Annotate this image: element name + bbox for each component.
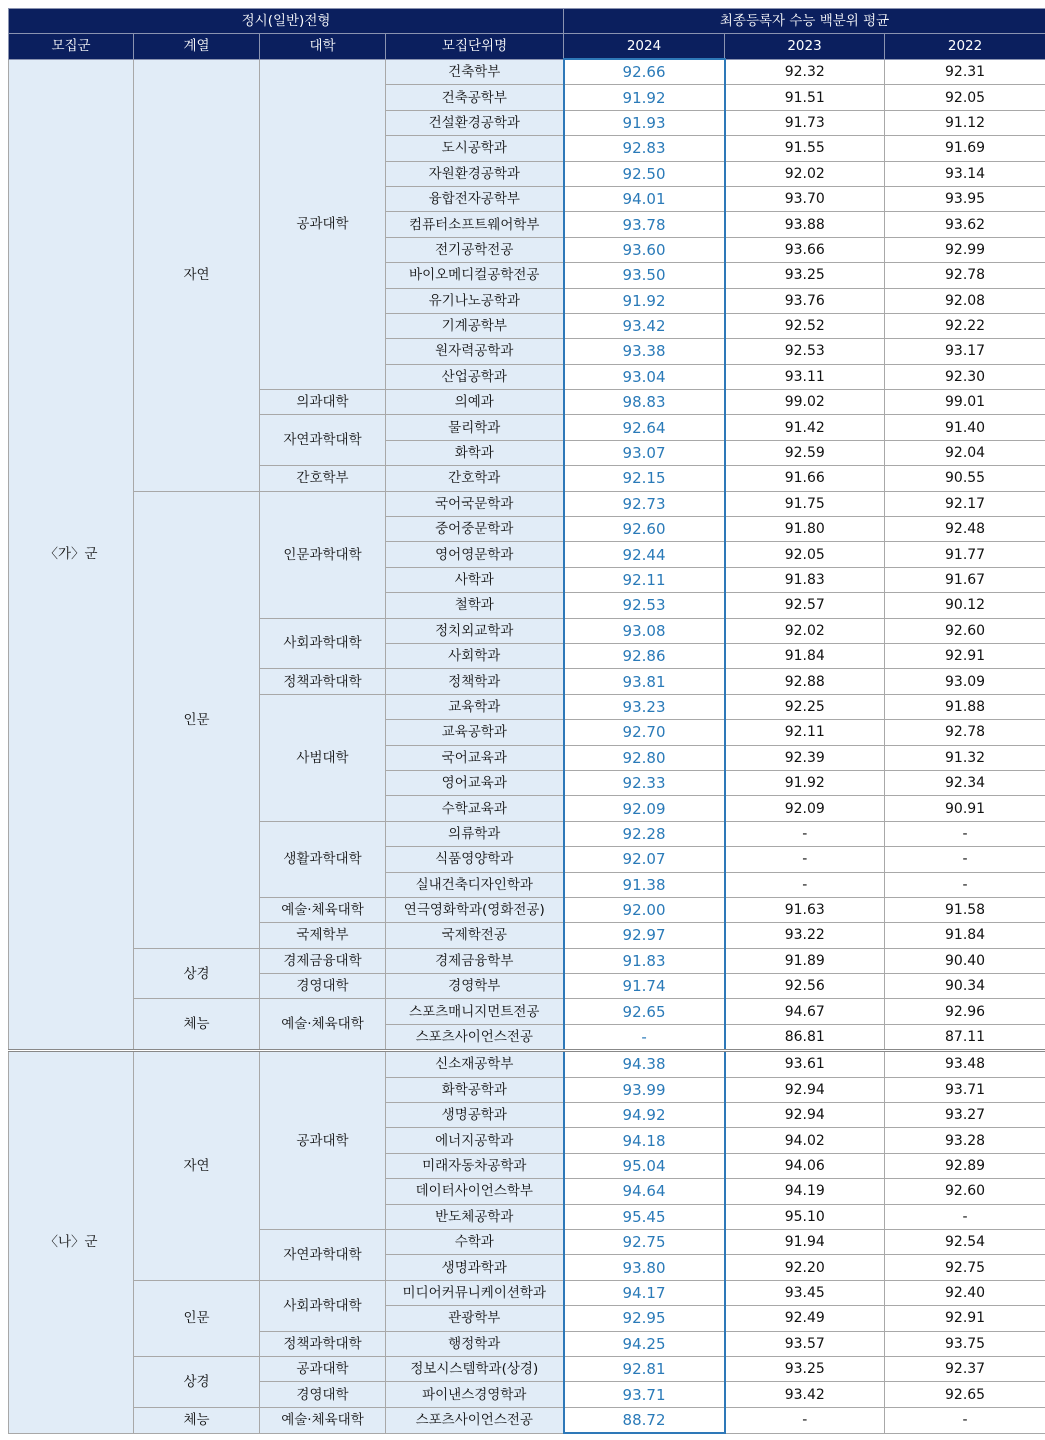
score-2023-cell: 91.84 [725,643,885,668]
score-2023-cell: 92.56 [725,974,885,999]
table-body [9,59,1045,1433]
score-2023-cell: - [725,872,885,897]
score-2024-cell: 92.64 [564,415,725,440]
score-2024-cell: 95.45 [564,1204,725,1229]
college-cell: 정책과학대학 [260,669,386,694]
score-2022-cell: 92.65 [885,1382,1045,1407]
score-2022-cell: 92.91 [885,1306,1045,1331]
unit-name-cell: 경제금융학부 [386,948,564,973]
score-2023-cell: 93.11 [725,364,885,389]
score-2022-cell: 90.12 [885,593,1045,618]
score-2022-cell: - [885,1204,1045,1229]
table-row [9,491,1045,516]
score-2024-cell: 93.80 [564,1255,725,1280]
table-row [9,1356,1045,1381]
score-2022-cell: - [885,872,1045,897]
score-2023-cell: 91.80 [725,517,885,542]
score-2023-cell: 91.83 [725,567,885,592]
score-2023-cell: 92.59 [725,440,885,465]
college-cell: 인문과학대학 [260,491,386,618]
score-2022-cell: 92.78 [885,720,1045,745]
score-2022-cell: 91.58 [885,897,1045,922]
unit-name-cell: 신소재공학부 [386,1051,564,1077]
score-2024-cell: 88.72 [564,1407,725,1433]
table-row [9,1051,1045,1077]
score-2022-cell: 91.12 [885,110,1045,135]
college-cell: 경제금융대학 [260,948,386,973]
score-2024-cell: 93.23 [564,694,725,719]
college-cell: 의과대학 [260,390,386,415]
unit-name-cell: 식품영양학과 [386,847,564,872]
unit-name-cell: 사학과 [386,567,564,592]
unit-name-cell: 건설환경공학과 [386,110,564,135]
college-cell: 예술·체육대학 [260,999,386,1051]
score-2022-cell: 93.17 [885,339,1045,364]
unit-name-cell: 국어국문학과 [386,491,564,516]
unit-name-cell: 영어교육과 [386,770,564,795]
unit-name-cell: 산업공학과 [386,364,564,389]
score-2024-cell: 92.80 [564,745,725,770]
unit-name-cell: 정책학과 [386,669,564,694]
unit-name-cell: 연극영화학과(영화전공) [386,897,564,922]
score-2023-cell: - [725,847,885,872]
score-2022-cell: 92.37 [885,1356,1045,1381]
unit-name-cell: 기계공학부 [386,313,564,338]
score-2022-cell: 93.71 [885,1077,1045,1102]
score-2024-cell: 92.66 [564,59,725,85]
score-2024-cell: 93.71 [564,1382,725,1407]
score-2022-cell: 91.84 [885,923,1045,948]
score-2022-cell: - [885,847,1045,872]
college-cell: 생활과학대학 [260,821,386,897]
score-2023-cell: 93.25 [725,263,885,288]
track-cell: 체능 [134,1407,260,1433]
col-header-college: 대학 [260,34,386,60]
score-2022-cell: 92.31 [885,59,1045,85]
score-2023-cell: 91.73 [725,110,885,135]
unit-name-cell: 사회학과 [386,643,564,668]
score-2023-cell: 92.32 [725,59,885,85]
score-2024-cell: 92.83 [564,136,725,161]
score-2023-cell: 93.42 [725,1382,885,1407]
college-cell: 공과대학 [260,1051,386,1230]
track-cell: 인문 [134,491,260,948]
unit-name-cell: 건축공학부 [386,85,564,110]
unit-name-cell: 자원환경공학과 [386,161,564,186]
score-2024-cell: 92.11 [564,567,725,592]
score-2024-cell: 92.75 [564,1229,725,1254]
score-2022-cell: 92.60 [885,618,1045,643]
score-2022-cell: 87.11 [885,1024,1045,1050]
score-2024-cell: 93.50 [564,263,725,288]
score-2022-cell: 91.77 [885,542,1045,567]
score-2023-cell: 99.02 [725,390,885,415]
college-cell: 사회과학대학 [260,1280,386,1331]
score-2023-cell: 94.02 [725,1128,885,1153]
unit-name-cell: 실내건축디자인학과 [386,872,564,897]
score-2024-cell: - [564,1024,725,1050]
unit-name-cell: 생명공학과 [386,1103,564,1128]
score-2024-cell: 91.38 [564,872,725,897]
section-right-header: 최종등록자 수능 백분위 평균 [564,9,1045,34]
track-cell: 체능 [134,999,260,1051]
score-2022-cell: 92.99 [885,237,1045,262]
score-2024-cell: 92.95 [564,1306,725,1331]
college-cell: 예술·체육대학 [260,897,386,922]
unit-name-cell: 생명과학과 [386,1255,564,1280]
unit-name-cell: 교육공학과 [386,720,564,745]
score-2022-cell: 90.55 [885,466,1045,491]
score-2023-cell: 92.09 [725,796,885,821]
score-2022-cell: 91.69 [885,136,1045,161]
score-2024-cell: 94.64 [564,1179,725,1204]
unit-name-cell: 의류학과 [386,821,564,846]
unit-name-cell: 물리학과 [386,415,564,440]
score-2022-cell: 93.09 [885,669,1045,694]
score-2022-cell: 90.40 [885,948,1045,973]
score-2024-cell: 95.04 [564,1153,725,1178]
score-2023-cell: 92.02 [725,161,885,186]
score-2024-cell: 92.33 [564,770,725,795]
score-2022-cell: 93.27 [885,1103,1045,1128]
score-2023-cell: 93.45 [725,1280,885,1305]
score-2024-cell: 92.50 [564,161,725,186]
score-2023-cell: 91.55 [725,136,885,161]
score-2022-cell: 93.48 [885,1051,1045,1077]
col-header-2024: 2024 [564,34,725,60]
table-row [9,59,1045,85]
unit-name-cell: 스포츠사이언스전공 [386,1407,564,1433]
college-cell: 경영대학 [260,974,386,999]
score-2022-cell: 92.96 [885,999,1045,1024]
unit-name-cell: 국어교육과 [386,745,564,770]
unit-name-cell: 화학공학과 [386,1077,564,1102]
col-header-2023: 2023 [725,34,885,60]
score-2022-cell: 99.01 [885,390,1045,415]
score-2023-cell: 93.22 [725,923,885,948]
college-cell: 공과대학 [260,59,386,390]
unit-name-cell: 스포츠매니지먼트전공 [386,999,564,1024]
score-2023-cell: 94.06 [725,1153,885,1178]
unit-name-cell: 정치외교학과 [386,618,564,643]
score-2023-cell: 93.25 [725,1356,885,1381]
score-2023-cell: 91.75 [725,491,885,516]
score-2023-cell: 93.57 [725,1331,885,1356]
score-2024-cell: 92.73 [564,491,725,516]
score-2024-cell: 92.81 [564,1356,725,1381]
score-2022-cell: 90.91 [885,796,1045,821]
header-row-2 [9,34,1045,60]
score-2024-cell: 98.83 [564,390,725,415]
score-2024-cell: 94.38 [564,1051,725,1077]
score-2022-cell: - [885,821,1045,846]
college-cell: 사범대학 [260,694,386,821]
score-2024-cell: 91.74 [564,974,725,999]
score-2022-cell: 91.67 [885,567,1045,592]
score-2024-cell: 92.00 [564,897,725,922]
score-2024-cell: 93.60 [564,237,725,262]
score-2024-cell: 91.92 [564,85,725,110]
score-2024-cell: 93.07 [564,440,725,465]
score-2022-cell: 92.34 [885,770,1045,795]
score-2024-cell: 92.07 [564,847,725,872]
track-cell: 인문 [134,1280,260,1356]
score-2022-cell: 93.14 [885,161,1045,186]
score-2024-cell: 93.81 [564,669,725,694]
score-2022-cell: 93.28 [885,1128,1045,1153]
unit-name-cell: 영어영문학과 [386,542,564,567]
score-2022-cell: 91.88 [885,694,1045,719]
score-2024-cell: 92.44 [564,542,725,567]
score-2024-cell: 92.15 [564,466,725,491]
score-2023-cell: - [725,821,885,846]
score-2023-cell: 94.67 [725,999,885,1024]
score-2023-cell: 91.42 [725,415,885,440]
unit-name-cell: 화학과 [386,440,564,465]
unit-name-cell: 미래자동차공학과 [386,1153,564,1178]
score-2022-cell: 92.89 [885,1153,1045,1178]
score-2022-cell: - [885,1407,1045,1433]
unit-name-cell: 미디어커뮤니케이션학과 [386,1280,564,1305]
score-2023-cell: 92.05 [725,542,885,567]
score-2023-cell: 92.49 [725,1306,885,1331]
score-2022-cell: 92.40 [885,1280,1045,1305]
recruit-group-cell: 〈가〉군 [9,59,134,1051]
score-2023-cell: 93.70 [725,186,885,211]
unit-name-cell: 정보시스템학과(상경) [386,1356,564,1381]
unit-name-cell: 원자력공학과 [386,339,564,364]
unit-name-cell: 철학과 [386,593,564,618]
score-2022-cell: 92.48 [885,517,1045,542]
score-2022-cell: 92.22 [885,313,1045,338]
score-2023-cell: - [725,1407,885,1433]
college-cell: 자연과학대학 [260,1229,386,1280]
score-2023-cell: 93.76 [725,288,885,313]
score-2024-cell: 93.04 [564,364,725,389]
unit-name-cell: 도시공학과 [386,136,564,161]
score-2023-cell: 92.94 [725,1077,885,1102]
header-row-1 [9,9,1045,34]
track-cell: 상경 [134,1356,260,1407]
score-2023-cell: 92.25 [725,694,885,719]
college-cell: 자연과학대학 [260,415,386,466]
unit-name-cell: 건축학부 [386,59,564,85]
table-row [9,1407,1045,1433]
score-2023-cell: 91.66 [725,466,885,491]
score-2023-cell: 92.52 [725,313,885,338]
table-row [9,1280,1045,1305]
unit-name-cell: 행정학과 [386,1331,564,1356]
score-2024-cell: 91.92 [564,288,725,313]
score-2022-cell: 92.08 [885,288,1045,313]
score-2022-cell: 92.17 [885,491,1045,516]
score-2023-cell: 91.89 [725,948,885,973]
score-2023-cell: 92.02 [725,618,885,643]
score-2024-cell: 92.09 [564,796,725,821]
score-2024-cell: 92.70 [564,720,725,745]
unit-name-cell: 간호학과 [386,466,564,491]
score-2024-cell: 91.93 [564,110,725,135]
score-2023-cell: 92.53 [725,339,885,364]
college-cell: 사회과학대학 [260,618,386,669]
score-2024-cell: 91.83 [564,948,725,973]
admission-score-table [8,8,1045,1434]
score-2023-cell: 93.88 [725,212,885,237]
unit-name-cell: 교육학과 [386,694,564,719]
score-2023-cell: 92.20 [725,1255,885,1280]
unit-name-cell: 파이낸스경영학과 [386,1382,564,1407]
score-2022-cell: 93.95 [885,186,1045,211]
col-header-group: 모집군 [9,34,134,60]
unit-name-cell: 의예과 [386,390,564,415]
score-2024-cell: 93.42 [564,313,725,338]
score-2023-cell: 93.61 [725,1051,885,1077]
score-2022-cell: 90.34 [885,974,1045,999]
score-2023-cell: 86.81 [725,1024,885,1050]
score-2022-cell: 92.78 [885,263,1045,288]
score-2023-cell: 92.94 [725,1103,885,1128]
col-header-track: 계열 [134,34,260,60]
unit-name-cell: 스포츠사이언스전공 [386,1024,564,1050]
score-2022-cell: 91.32 [885,745,1045,770]
score-2023-cell: 93.66 [725,237,885,262]
score-2024-cell: 93.08 [564,618,725,643]
unit-name-cell: 수학과 [386,1229,564,1254]
unit-name-cell: 융합전자공학부 [386,186,564,211]
unit-name-cell: 바이오메디컬공학전공 [386,263,564,288]
score-2022-cell: 92.30 [885,364,1045,389]
score-2023-cell: 92.88 [725,669,885,694]
track-cell: 자연 [134,59,260,491]
score-2023-cell: 91.51 [725,85,885,110]
score-2022-cell: 92.75 [885,1255,1045,1280]
score-2023-cell: 92.39 [725,745,885,770]
score-2022-cell: 92.04 [885,440,1045,465]
college-cell: 간호학부 [260,466,386,491]
score-2024-cell: 94.01 [564,186,725,211]
score-2022-cell: 92.54 [885,1229,1045,1254]
score-2023-cell: 92.57 [725,593,885,618]
college-cell: 경영대학 [260,1382,386,1407]
unit-name-cell: 수학교육과 [386,796,564,821]
col-header-2022: 2022 [885,34,1045,60]
score-2024-cell: 92.60 [564,517,725,542]
score-2024-cell: 93.99 [564,1077,725,1102]
unit-name-cell: 전기공학전공 [386,237,564,262]
score-2024-cell: 94.18 [564,1128,725,1153]
section-left-header: 정시(일반)전형 [9,9,564,34]
score-2023-cell: 94.19 [725,1179,885,1204]
score-2024-cell: 94.92 [564,1103,725,1128]
score-2023-cell: 95.10 [725,1204,885,1229]
track-cell: 상경 [134,948,260,999]
score-2024-cell: 92.65 [564,999,725,1024]
unit-name-cell: 데이터사이언스학부 [386,1179,564,1204]
score-2022-cell: 92.91 [885,643,1045,668]
unit-name-cell: 국제학전공 [386,923,564,948]
table-row [9,948,1045,973]
score-2024-cell: 93.38 [564,339,725,364]
college-cell: 공과대학 [260,1356,386,1381]
score-2022-cell: 93.75 [885,1331,1045,1356]
score-2024-cell: 93.78 [564,212,725,237]
score-2022-cell: 91.40 [885,415,1045,440]
col-header-unit: 모집단위명 [386,34,564,60]
unit-name-cell: 에너지공학과 [386,1128,564,1153]
unit-name-cell: 컴퓨터소프트웨어학부 [386,212,564,237]
table-row [9,999,1045,1024]
score-2023-cell: 92.11 [725,720,885,745]
score-2023-cell: 91.63 [725,897,885,922]
score-2022-cell: 92.05 [885,85,1045,110]
college-cell: 정책과학대학 [260,1331,386,1356]
college-cell: 예술·체육대학 [260,1407,386,1433]
unit-name-cell: 경영학부 [386,974,564,999]
score-2022-cell: 92.60 [885,1179,1045,1204]
college-cell: 국제학부 [260,923,386,948]
track-cell: 자연 [134,1051,260,1281]
unit-name-cell: 중어중문학과 [386,517,564,542]
score-2023-cell: 91.92 [725,770,885,795]
score-2022-cell: 93.62 [885,212,1045,237]
unit-name-cell: 관광학부 [386,1306,564,1331]
score-2024-cell: 92.97 [564,923,725,948]
score-2024-cell: 92.53 [564,593,725,618]
unit-name-cell: 반도체공학과 [386,1204,564,1229]
unit-name-cell: 유기나노공학과 [386,288,564,313]
score-2023-cell: 91.94 [725,1229,885,1254]
score-2024-cell: 92.86 [564,643,725,668]
recruit-group-cell: 〈나〉군 [9,1051,134,1433]
score-2024-cell: 94.17 [564,1280,725,1305]
score-2024-cell: 92.28 [564,821,725,846]
score-2024-cell: 94.25 [564,1331,725,1356]
